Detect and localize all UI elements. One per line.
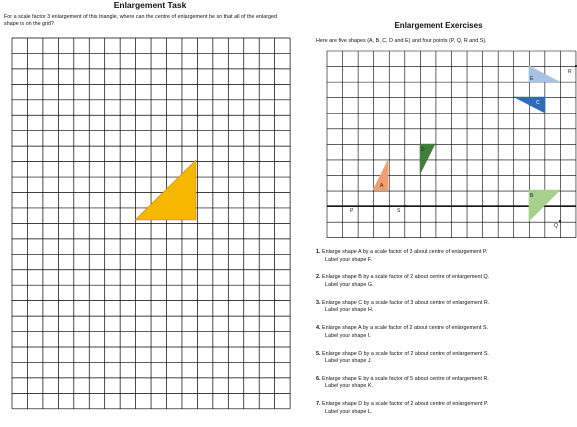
question-item: 7. Enlarge shape D by a scale factor of 2 about centre of enlargement P. Label your shape L. [316, 401, 489, 415]
left-intro: For a scale factor 3 enlargement of this triangle, where can the centre of enlargement be so that all of the enlarged shape is on the grid? [4, 14, 277, 28]
right-title: Enlargement Exercises [394, 21, 483, 30]
shape-e [529, 66, 560, 82]
question-list [316, 249, 571, 427]
point-p-label: P [350, 208, 354, 214]
question-item: 5. Enlarge shape D by a scale factor of 2 about centre of enlargement S. Label your shape J. [316, 350, 489, 365]
shape-d-label: D [421, 147, 425, 153]
shape-e-label: E [530, 76, 534, 82]
shape-a-label: A [380, 183, 384, 189]
question-item: 3. Enlarge shape C by a scale factor of 3 about centre of enlargement R. Label your shape H. [316, 299, 490, 314]
point-s-label: S [397, 208, 401, 214]
left-title: Enlargement Task [113, 0, 187, 10]
right-intro: Here are five shapes (A, B, C, D and E) and four points (P, Q, R and S). [316, 38, 487, 44]
shape-c-label: C [536, 100, 540, 106]
shape-b-label: B [530, 193, 534, 199]
question-item: 6. Enlarge shape E by a scale factor of 5 about centre of enlargement R. Label your shape K. [316, 375, 489, 390]
point-q-label: Q [554, 223, 558, 229]
point-r-label: R [568, 69, 572, 75]
question-item: 4. Enlarge shape A by a scale factor of 2 about centre of enlargement S. Label your shape I. [316, 325, 489, 339]
point-s [404, 205, 406, 207]
question-item: 1. Enlarge shape A by a scale factor of 3 about centre of enlargement P. Label your shape F. [316, 249, 488, 263]
point-q [559, 220, 561, 222]
question-item: 2. Enlarge shape B by a scale factor of 2 about centre of enlargement Q. Label your shape G. [316, 274, 490, 288]
